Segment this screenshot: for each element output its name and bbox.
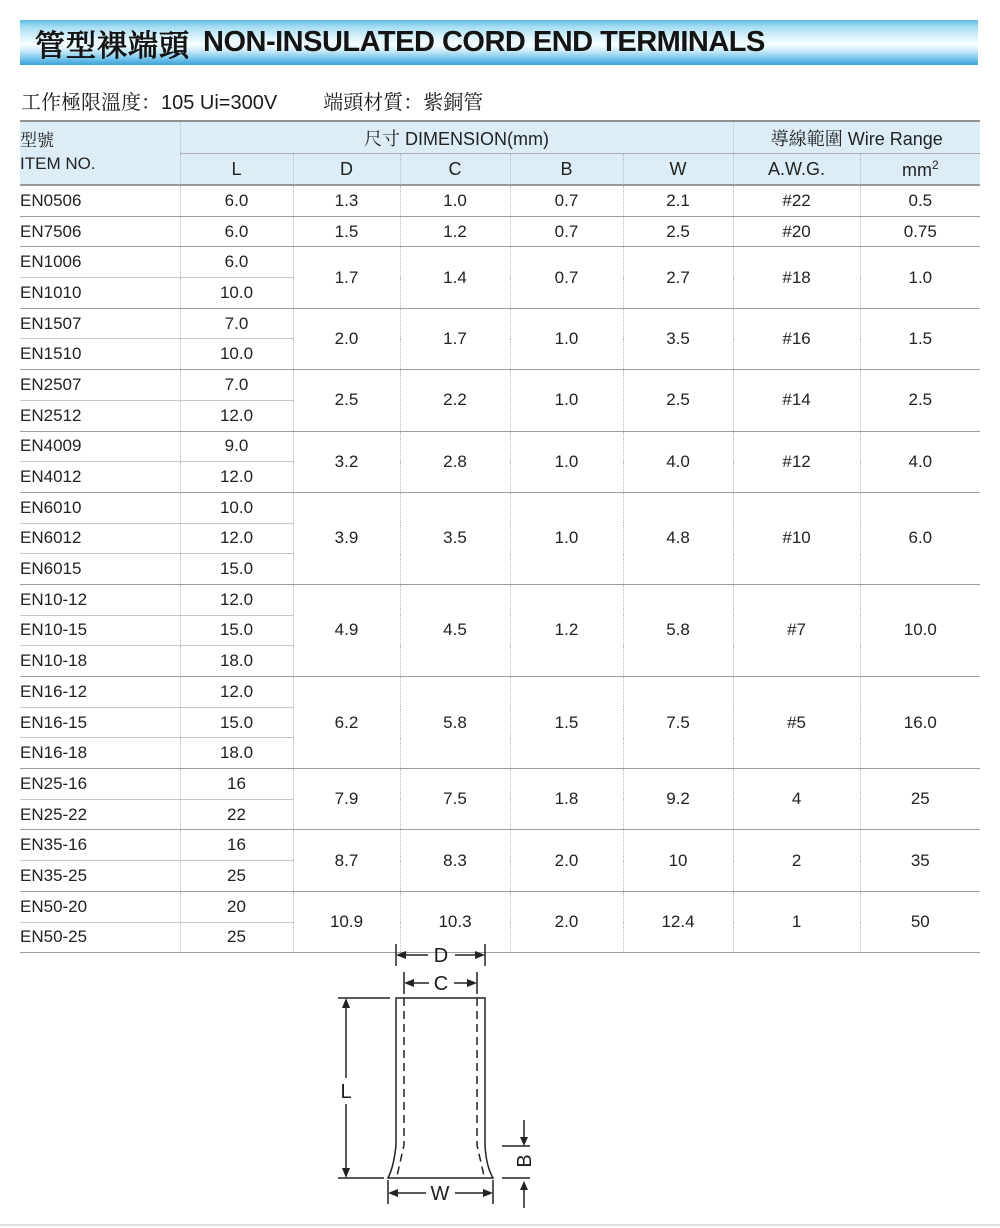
l-cell: 12.0 <box>180 584 293 615</box>
b-cell: 1.0 <box>510 492 623 584</box>
mm2-cell: 0.75 <box>860 216 980 247</box>
b-cell: 0.7 <box>510 247 623 308</box>
mm2-sup: 2 <box>931 157 939 172</box>
c-cell: 10.3 <box>400 891 510 952</box>
d-cell: 2.0 <box>293 308 400 369</box>
l-cell: 7.0 <box>180 308 293 339</box>
l-cell: 9.0 <box>180 431 293 462</box>
d-cell: 1.3 <box>293 185 400 216</box>
c-cell: 2.2 <box>400 370 510 431</box>
spec-table <box>20 120 980 953</box>
c-cell: 1.2 <box>400 216 510 247</box>
w-cell: 4.0 <box>623 431 733 492</box>
dim-label-l: L <box>340 1081 352 1103</box>
l-cell: 7.0 <box>180 370 293 401</box>
l-cell: 15.0 <box>180 554 293 585</box>
b-cell: 2.0 <box>510 830 623 891</box>
item-cell: EN35-25 <box>20 861 180 892</box>
w-cell: 7.5 <box>623 677 733 769</box>
col-header-w: W <box>623 154 733 186</box>
w-cell: 5.8 <box>623 584 733 676</box>
table-row <box>20 216 980 247</box>
item-cell: EN6012 <box>20 523 180 554</box>
d-cell: 6.2 <box>293 677 400 769</box>
d-cell: 1.7 <box>293 247 400 308</box>
awg-cell: 1 <box>733 891 860 952</box>
d-cell: 4.9 <box>293 584 400 676</box>
d-cell: 7.9 <box>293 769 400 830</box>
awg-cell: 4 <box>733 769 860 830</box>
col-header-item-no <box>20 121 180 185</box>
w-cell: 12.4 <box>623 891 733 952</box>
mm2-cell: 2.5 <box>860 370 980 431</box>
col-header-item-en: ITEM NO. <box>20 154 96 173</box>
table-row <box>20 492 980 523</box>
item-cell: EN7506 <box>20 216 180 247</box>
col-header-awg: A.W.G. <box>733 154 860 186</box>
header-row-1 <box>20 121 980 154</box>
awg-cell: #14 <box>733 370 860 431</box>
dimension-diagram <box>330 938 545 1223</box>
col-header-b: B <box>510 154 623 186</box>
b-cell: 1.8 <box>510 769 623 830</box>
mm2-cell: 50 <box>860 891 980 952</box>
mm2-cell: 4.0 <box>860 431 980 492</box>
l-cell: 10.0 <box>180 278 293 309</box>
item-cell: EN2507 <box>20 370 180 401</box>
l-cell: 6.0 <box>180 216 293 247</box>
l-cell: 16 <box>180 830 293 861</box>
w-cell: 4.8 <box>623 492 733 584</box>
l-cell: 25 <box>180 922 293 953</box>
l-cell: 12.0 <box>180 400 293 431</box>
dim-label-d: D <box>433 945 449 967</box>
item-cell: EN6015 <box>20 554 180 585</box>
item-cell: EN35-16 <box>20 830 180 861</box>
table-row <box>20 891 980 922</box>
col-header-mm2 <box>860 154 980 186</box>
awg-cell: #5 <box>733 677 860 769</box>
mm2-unit: mm <box>901 159 932 180</box>
table-row <box>20 584 980 615</box>
d-cell: 8.7 <box>293 830 400 891</box>
w-cell: 2.1 <box>623 185 733 216</box>
page-title-en: NON-INSULATED CORD END TERMINALS <box>203 26 765 58</box>
l-cell: 22 <box>180 799 293 830</box>
d-cell: 3.2 <box>293 431 400 492</box>
awg-cell: #22 <box>733 185 860 216</box>
page-title-bar <box>20 20 978 65</box>
col-header-d: D <box>293 154 400 186</box>
item-cell: EN25-16 <box>20 769 180 800</box>
awg-cell: #7 <box>733 584 860 676</box>
c-cell: 4.5 <box>400 584 510 676</box>
b-cell: 1.0 <box>510 370 623 431</box>
l-cell: 10.0 <box>180 492 293 523</box>
page-title-zh: 管型裸端頭 <box>35 29 190 63</box>
b-cell: 0.7 <box>510 185 623 216</box>
w-cell: 9.2 <box>623 769 733 830</box>
item-cell: EN50-20 <box>20 891 180 922</box>
table-row <box>20 308 980 339</box>
l-cell: 6.0 <box>180 185 293 216</box>
item-cell: EN1507 <box>20 308 180 339</box>
item-cell: EN2512 <box>20 400 180 431</box>
item-cell: EN10-12 <box>20 584 180 615</box>
item-cell: EN4012 <box>20 462 180 493</box>
item-cell: EN4009 <box>20 431 180 462</box>
mm2-cell: 1.5 <box>860 308 980 369</box>
w-cell: 2.5 <box>623 216 733 247</box>
awg-cell: #18 <box>733 247 860 308</box>
page-bottom-edge <box>0 1224 1000 1226</box>
c-cell: 7.5 <box>400 769 510 830</box>
c-cell: 5.8 <box>400 677 510 769</box>
item-cell: EN16-15 <box>20 707 180 738</box>
awg-cell: #12 <box>733 431 860 492</box>
table-row <box>20 370 980 401</box>
d-cell: 3.9 <box>293 492 400 584</box>
item-cell: EN10-18 <box>20 646 180 677</box>
item-cell: EN16-12 <box>20 677 180 708</box>
operating-temp-spec: 工作極限溫度：105 Ui=300V <box>21 92 278 114</box>
mm2-cell: 25 <box>860 769 980 830</box>
mm2-cell: 35 <box>860 830 980 891</box>
col-header-l: L <box>180 154 293 186</box>
d-cell: 10.9 <box>293 891 400 952</box>
table-row <box>20 769 980 800</box>
item-cell: EN0506 <box>20 185 180 216</box>
b-cell: 0.7 <box>510 216 623 247</box>
col-header-wire-range: 導線範圍 Wire Range <box>733 121 980 154</box>
mm2-cell: 1.0 <box>860 247 980 308</box>
c-cell: 2.8 <box>400 431 510 492</box>
awg-cell: #16 <box>733 308 860 369</box>
l-cell: 15.0 <box>180 707 293 738</box>
l-cell: 12.0 <box>180 462 293 493</box>
col-header-item-zh: 型號 <box>20 131 54 151</box>
c-cell: 1.0 <box>400 185 510 216</box>
item-cell: EN1006 <box>20 247 180 278</box>
c-cell: 3.5 <box>400 492 510 584</box>
l-cell: 15.0 <box>180 615 293 646</box>
material-spec: 端頭材質：紫銅管 <box>323 92 484 114</box>
w-cell: 2.7 <box>623 247 733 308</box>
c-cell: 1.4 <box>400 247 510 308</box>
item-cell: EN1010 <box>20 278 180 309</box>
col-header-dimension: 尺寸 DIMENSION(mm) <box>180 121 733 154</box>
b-cell: 1.0 <box>510 431 623 492</box>
c-cell: 1.7 <box>400 308 510 369</box>
b-cell: 1.2 <box>510 584 623 676</box>
c-cell: 8.3 <box>400 830 510 891</box>
mm2-cell: 0.5 <box>860 185 980 216</box>
b-cell: 1.0 <box>510 308 623 369</box>
item-cell: EN10-15 <box>20 615 180 646</box>
b-cell: 1.5 <box>510 677 623 769</box>
item-cell: EN25-22 <box>20 799 180 830</box>
l-cell: 12.0 <box>180 677 293 708</box>
item-cell: EN1510 <box>20 339 180 370</box>
item-cell: EN6010 <box>20 492 180 523</box>
table-row <box>20 431 980 462</box>
l-cell: 6.0 <box>180 247 293 278</box>
col-header-c: C <box>400 154 510 186</box>
dim-label-b: B <box>514 1154 536 1168</box>
l-cell: 12.0 <box>180 523 293 554</box>
l-cell: 18.0 <box>180 646 293 677</box>
w-cell: 3.5 <box>623 308 733 369</box>
mm2-cell: 10.0 <box>860 584 980 676</box>
awg-cell: #10 <box>733 492 860 584</box>
l-cell: 25 <box>180 861 293 892</box>
item-cell: EN16-18 <box>20 738 180 769</box>
b-cell: 2.0 <box>510 891 623 952</box>
dim-label-w: W <box>430 1183 450 1205</box>
mm2-cell: 6.0 <box>860 492 980 584</box>
awg-cell: #20 <box>733 216 860 247</box>
table-row <box>20 830 980 861</box>
w-cell: 2.5 <box>623 370 733 431</box>
d-cell: 1.5 <box>293 216 400 247</box>
dim-label-c: C <box>433 973 449 995</box>
l-cell: 18.0 <box>180 738 293 769</box>
l-cell: 10.0 <box>180 339 293 370</box>
spec-subtitle <box>21 86 483 115</box>
l-cell: 16 <box>180 769 293 800</box>
d-cell: 2.5 <box>293 370 400 431</box>
table-row <box>20 185 980 216</box>
item-cell: EN50-25 <box>20 922 180 953</box>
l-cell: 20 <box>180 891 293 922</box>
awg-cell: 2 <box>733 830 860 891</box>
w-cell: 10 <box>623 830 733 891</box>
mm2-cell: 16.0 <box>860 677 980 769</box>
table-row <box>20 247 980 278</box>
table-row <box>20 677 980 708</box>
